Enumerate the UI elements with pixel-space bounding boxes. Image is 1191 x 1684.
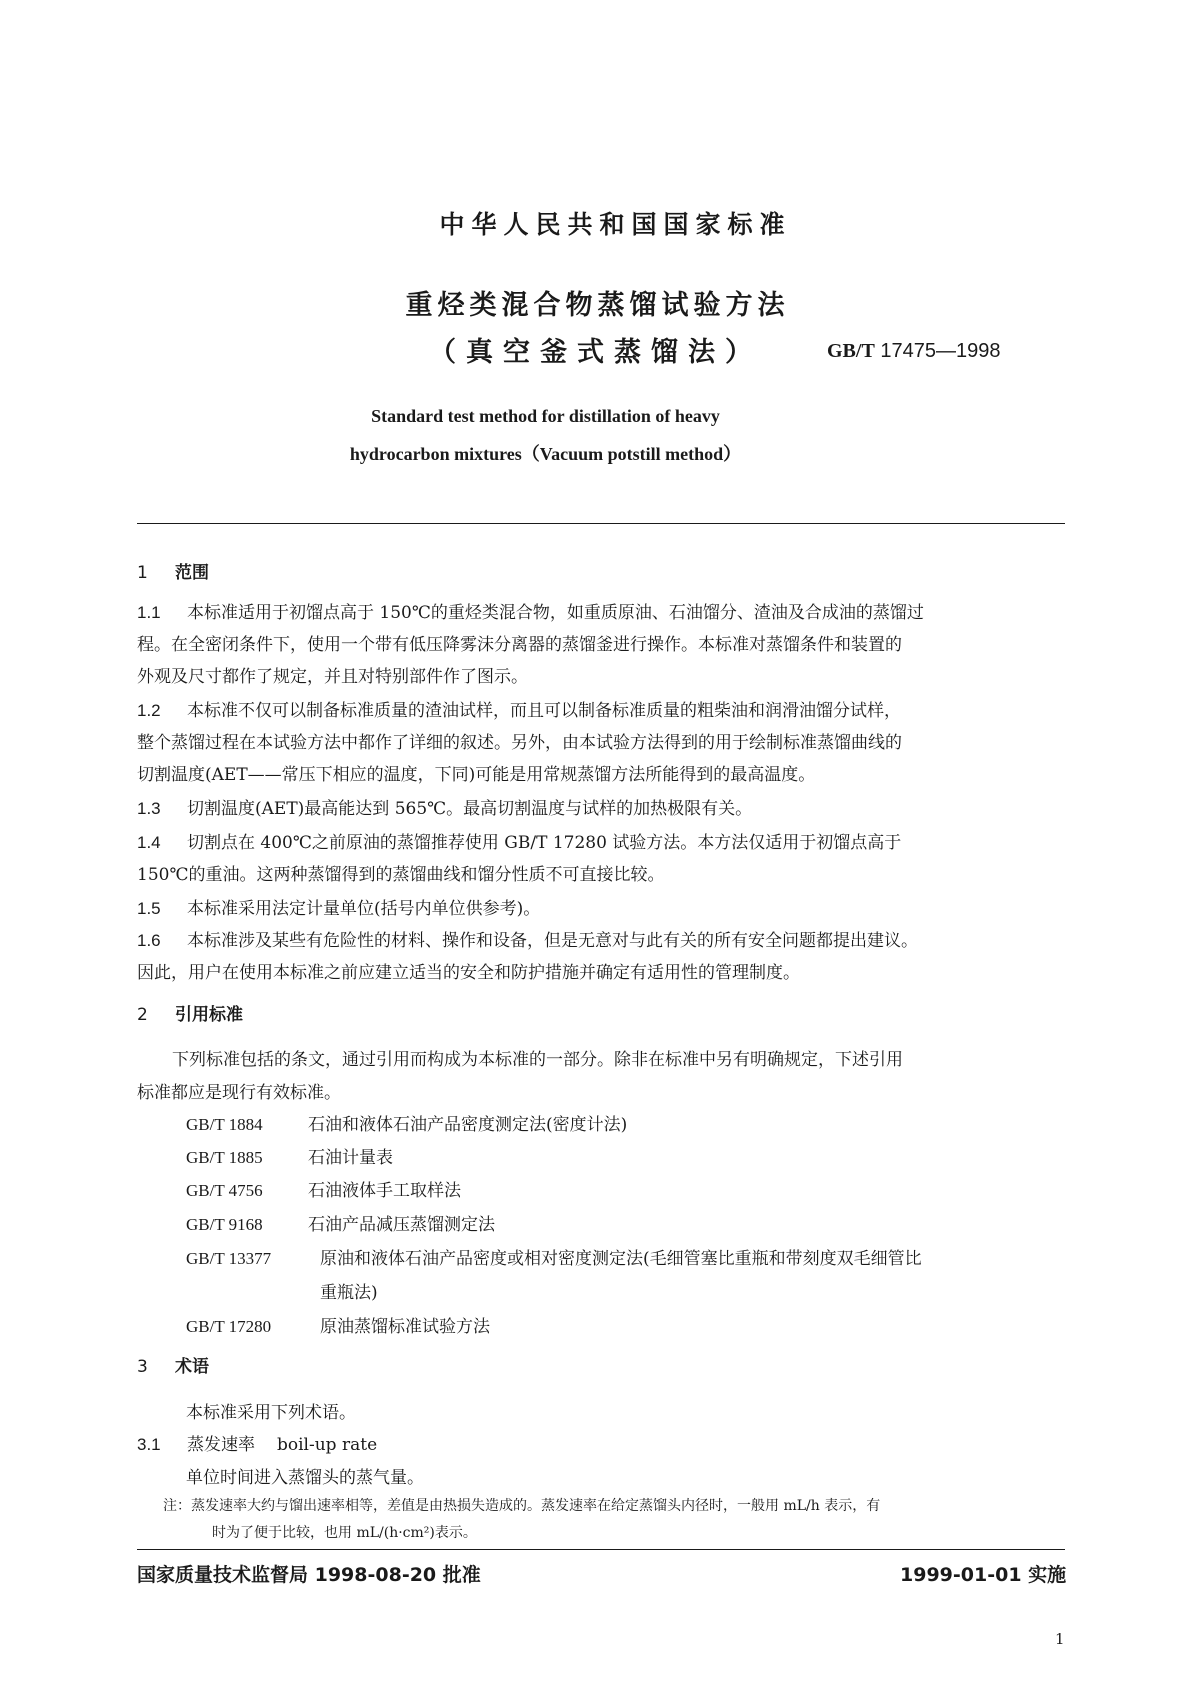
reference-code: GB/T 17280 [186, 1317, 272, 1336]
term-line [137, 1430, 377, 1455]
section-2-heading [137, 1000, 243, 1025]
standard-number-prefix: GB/T [827, 340, 875, 362]
reference-title: 原油蒸馏标准试验方法 [320, 1317, 490, 1337]
page-number: 1 [1055, 1630, 1065, 1648]
clause-number: 1.6 [137, 931, 161, 950]
clause-number: 1.3 [137, 799, 161, 818]
term-definition: 单位时间进入蒸馏头的蒸气量。 [186, 1468, 424, 1488]
clause-number: 1.2 [137, 701, 161, 720]
section-1-heading [137, 558, 209, 583]
reference-title: 石油计量表 [308, 1148, 393, 1168]
reference-code: GB/T 1885 [186, 1148, 263, 1167]
section-2-intro-line1: 下列标准包括的条文，通过引用而构成为本标准的一部分。除非在标准中另有明确规定，下述引用 [172, 1050, 903, 1070]
reference-item [186, 1312, 490, 1337]
section-1-title: 范围 [175, 563, 209, 583]
para-text: 切割点在 400℃之前原油的蒸馏推荐使用 GB/T 17280 试验方法。本方法仅适用于初馏点高于 [187, 833, 902, 853]
reference-title: 石油产品减压蒸馏测定法 [308, 1215, 495, 1235]
national-standard-heading: 中华人民共和国国家标准 [439, 210, 792, 239]
title-en-line2: hydrocarbon mixtures（Vacuum potstill method） [349, 444, 742, 464]
para-line: 整个蒸馏过程在本试验方法中都作了详细的叙述。另外，由本试验方法得到的用于绘制标准蒸馏曲线的 [137, 733, 902, 753]
clause-number: 1.4 [137, 833, 161, 852]
standard-number [827, 340, 1000, 363]
para-line: 因此，用户在使用本标准之前应建立适当的安全和防护措施并确定有适用性的管理制度。 [137, 963, 800, 983]
section-2-title: 引用标准 [175, 1005, 243, 1025]
section-2-number: 2 [137, 1005, 148, 1025]
reference-item [186, 1244, 922, 1269]
clause-number: 3.1 [137, 1435, 161, 1454]
section-3-title: 术语 [175, 1357, 209, 1377]
reference-title-continued: 重瓶法) [320, 1283, 378, 1303]
reference-code: GB/T 1884 [186, 1115, 263, 1134]
section-3-heading [137, 1352, 209, 1377]
bottom-rule [137, 1549, 1065, 1550]
para-text: 本标准涉及某些有危险性的材料、操作和设备，但是无意对与此有关的所有安全问题都提出建议。 [187, 931, 918, 951]
term-cn: 蒸发速率 [187, 1435, 255, 1455]
section-3-intro: 本标准采用下列术语。 [186, 1403, 356, 1423]
implementation-date: 1999-01-01 实施 [900, 1564, 1067, 1586]
reference-item [186, 1210, 495, 1235]
reference-item [186, 1143, 393, 1168]
top-rule [137, 523, 1065, 524]
reference-title: 原油和液体石油产品密度或相对密度测定法(毛细管塞比重瓶和带刻度双毛细管比 [320, 1249, 922, 1269]
para-line: 程。在全密闭条件下，使用一个带有低压降雾沫分离器的蒸馏釜进行操作。本标准对蒸馏条件和装置的 [137, 635, 902, 655]
note-line1: 注：蒸发速率大约与馏出速率相等，差值是由热损失造成的。蒸发速率在给定蒸馏头内径时，一般用 mL/h 表示，有 [163, 1498, 881, 1514]
para-line [137, 696, 901, 721]
para-line [137, 828, 901, 853]
clause-number: 1.1 [137, 603, 161, 622]
reference-title: 石油液体手工取样法 [308, 1181, 461, 1201]
reference-item [186, 1176, 461, 1201]
para-text: 本标准不仅可以制备标准质量的渣油试样，而且可以制备标准质量的粗柴油和润滑油馏分试样， [187, 701, 901, 721]
section-3-number: 3 [137, 1357, 148, 1377]
reference-code: GB/T 9168 [186, 1215, 263, 1234]
section-2-intro-line2: 标准都应是现行有效标准。 [137, 1083, 341, 1103]
section-1-number: 1 [137, 563, 148, 583]
title-en-line1: Standard test method for distillation of heavy [371, 406, 720, 426]
para-line [137, 926, 918, 951]
note-line2: 时为了便于比较，也用 mL/(h·cm²)表示。 [212, 1525, 477, 1541]
para-line: 切割温度(AET——常压下相应的温度，下同)可能是用常规蒸馏方法所能得到的最高温度。 [137, 765, 816, 785]
para-text: 切割温度(AET)最高能达到 565℃。最高切割温度与试样的加热极限有关。 [187, 799, 753, 819]
para-line [137, 794, 752, 819]
reference-code: GB/T 13377 [186, 1249, 272, 1268]
para-line: 外观及尺寸都作了规定，并且对特别部件作了图示。 [137, 667, 528, 687]
para-line [137, 894, 540, 919]
approval-line: 国家质量技术监督局 1998-08-20 批准 [137, 1564, 481, 1586]
para-text: 本标准采用法定计量单位(括号内单位供参考)。 [187, 899, 541, 919]
reference-item [186, 1110, 627, 1135]
term-en: boil-up rate [277, 1435, 378, 1455]
para-line [137, 598, 924, 623]
title-cn-line2: （真空釜式蒸馏法） [429, 337, 762, 368]
title-cn-line1: 重烃类混合物蒸馏试验方法 [405, 290, 790, 321]
reference-title: 石油和液体石油产品密度测定法(密度计法) [308, 1115, 628, 1135]
reference-code: GB/T 4756 [186, 1181, 263, 1200]
standard-number-value: 17475—1998 [880, 340, 1001, 362]
clause-number: 1.5 [137, 899, 161, 918]
para-line: 150℃的重油。这两种蒸馏得到的蒸馏曲线和馏分性质不可直接比较。 [137, 865, 665, 885]
para-text: 本标准适用于初馏点高于 150℃的重烃类混合物，如重质原油、石油馏分、渣油及合成油的蒸馏过 [187, 603, 924, 623]
